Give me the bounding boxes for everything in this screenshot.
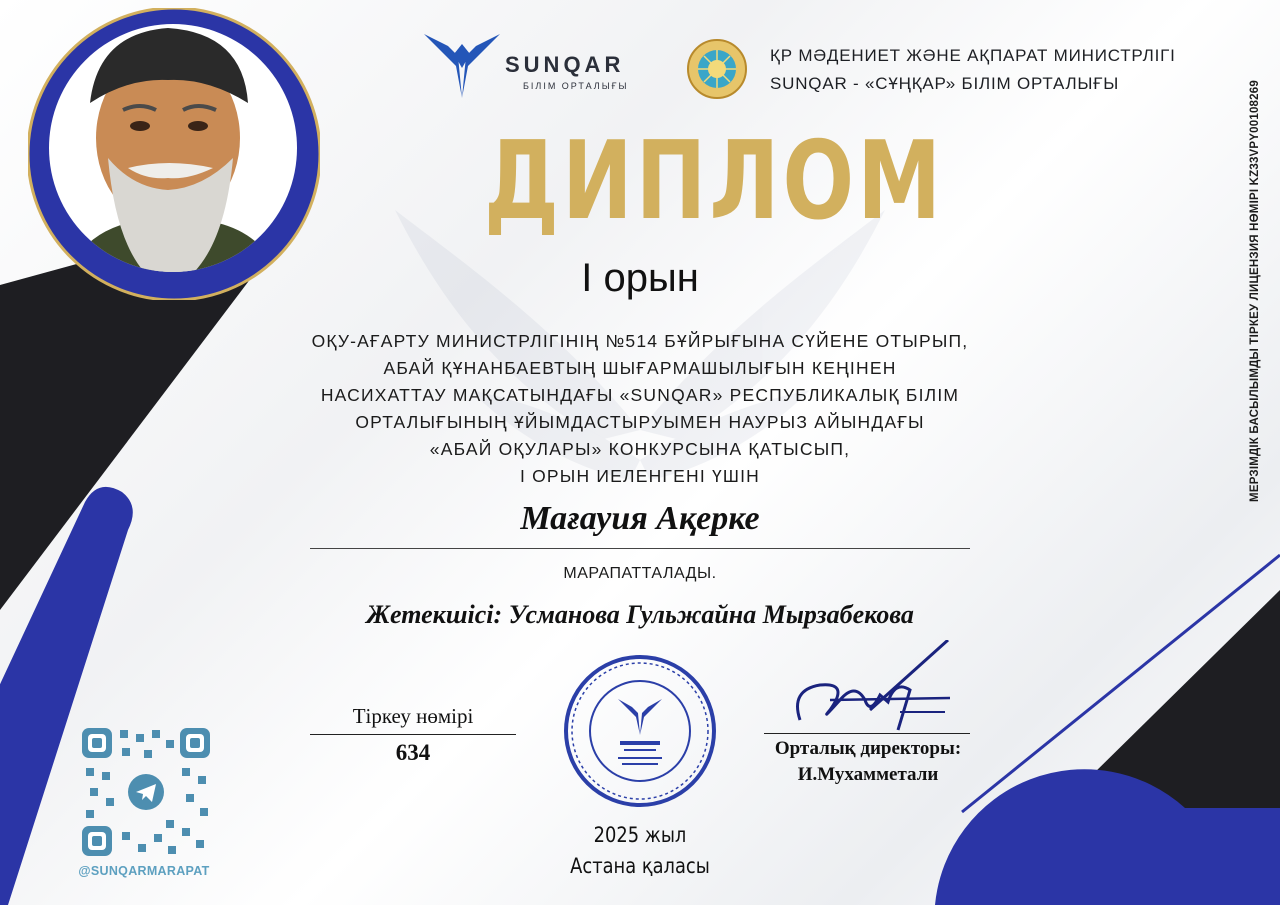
signature-line (764, 733, 970, 734)
body-line: «АБАЙ ОҚУЛАРЫ» КОНКУРСЫНА ҚАТЫСЫП, (429, 439, 851, 459)
award-city: Астана қаласы (570, 854, 710, 878)
body-line: АБАЙ ҚҰНАНБАЕВТЫҢ ШЫҒАРМАШЫЛЫҒЫН КЕҢІНЕН (383, 358, 897, 378)
body-line: І ОРЫН ИЕЛЕНГЕНІ ҮШІН (519, 466, 761, 486)
ministry-line-1: ҚР МӘДЕНИЕТ ЖӘНЕ АҚПАРАТ МИНИСТРЛІГІ (770, 46, 1176, 65)
ministry-block (770, 42, 1176, 98)
award-year: 2025 жыл (593, 823, 687, 847)
recipient-underline (310, 548, 970, 549)
seal-stamp (562, 653, 718, 809)
social-handle[interactable]: @SUNQARMARAPAT (78, 864, 210, 878)
supervisor-name: Жетекшісі: Усманова Гульжайна Мырзабекова (366, 600, 914, 629)
brand-subtitle: БІЛІМ ОРТАЛЫҒЫ (523, 81, 629, 91)
qr-code[interactable] (82, 728, 210, 856)
brand-name: SUNQAR (505, 52, 625, 77)
signature (770, 640, 970, 740)
license-number (1246, 80, 1264, 502)
place-award: I орын (581, 256, 699, 300)
director-title: Орталық директоры: (774, 738, 962, 759)
state-emblem-icon (686, 36, 748, 102)
body-line: НАСИХАТТАУ МАҚСАТЫНДАҒЫ «SUNQAR» РЕСПУБЛИКАЛЫҚ БІЛІМ (320, 385, 960, 405)
body-line: ОРТАЛЫҒЫНЫҢ ҰЙЫМДАСТЫРУЫМЕН НАУРЫЗ АЙЫНДАҒЫ (355, 412, 925, 432)
diploma-title: ДИПЛОМ (484, 119, 945, 244)
registration-divider (310, 734, 516, 735)
registration-number: 634 (395, 740, 431, 765)
portrait-illustration (28, 8, 320, 300)
ministry-line-2: SUNQAR - «СҰҢҚАР» БІЛІМ ОРТАЛЫҒЫ (770, 74, 1120, 93)
awarded-text: МАРАПАТТАЛАДЫ. (563, 565, 717, 582)
body-text (230, 328, 1050, 490)
director-name: И.Мухамметали (797, 764, 939, 785)
body-line: ОҚУ-АҒАРТУ МИНИСТРЛІГІНІҢ №514 БҰЙРЫҒЫНА СҮЙЕНЕ ОТЫРЫП, (311, 331, 969, 351)
license-text: МЕРЗІМДІК БАСЫЛЫМДЫ ТІРКЕУ ЛИЦЕНЗИЯ НӨМІРІ KZ33VPY00108269 (1249, 80, 1261, 502)
recipient-name: Мағауия Ақерке (520, 500, 760, 537)
registration-label: Тіркеу нөмірі (352, 704, 474, 728)
